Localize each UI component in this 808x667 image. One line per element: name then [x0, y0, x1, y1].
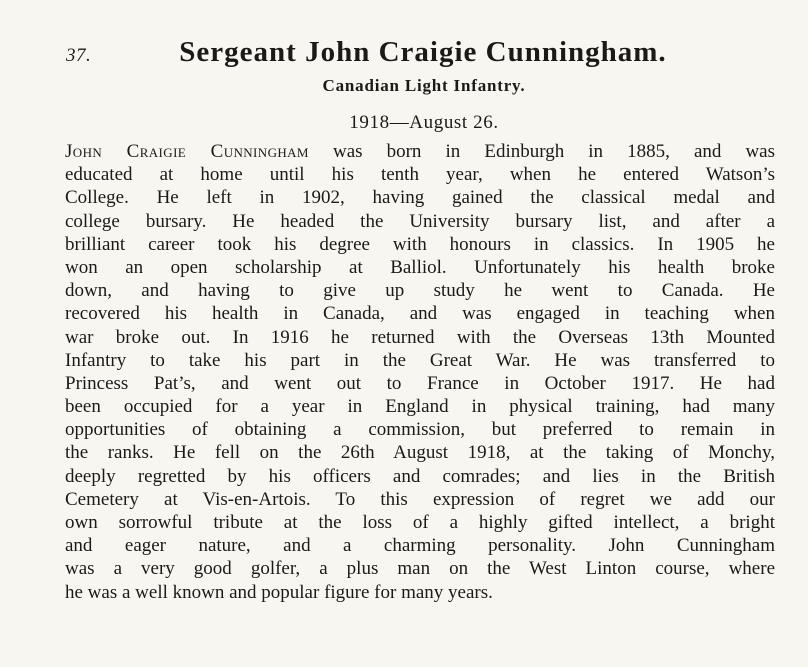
- line-text: was born in Edinburgh in 1885, and was: [308, 141, 775, 162]
- paragraph-line: down, and having to give up study he went to Canada. He: [65, 280, 775, 302]
- paragraph-line: opportunities of obtaining a commission, but preferred to remain in: [65, 419, 775, 441]
- paragraph-line: Cemetery at Vis-en-Artois. To this expression of regret we add our: [65, 488, 775, 510]
- paragraph-line: Princess Pat’s, and went out to France in October 1917. He had: [65, 372, 775, 394]
- paragraph-line: recovered his health in Canada, and was engaged in teaching when: [65, 303, 775, 325]
- subject-name: John Craigie Cunningham: [65, 141, 309, 162]
- paragraph-line: been occupied for a year in England in physical training, had many: [65, 396, 775, 418]
- paragraph-line: Infantry to take his part in the Great War. He was transferred to: [65, 349, 775, 371]
- paragraph-line: educated at home until his tenth year, when he entered Watson’s: [65, 164, 775, 186]
- paragraph-line: and eager nature, and a charming personality. John Cunningham: [65, 535, 775, 557]
- biography-paragraph: [65, 140, 775, 604]
- page-number: 37.: [66, 45, 92, 66]
- paragraph-line: own sorrowful tribute at the loss of a highly gifted intellect, a bright: [65, 512, 775, 533]
- paragraph-line: the ranks. He fell on the 26th August 1918, at the taking of Monchy,: [65, 442, 775, 464]
- entry-title: Sergeant John Craigie Cunningham.: [179, 36, 667, 68]
- paragraph-line: deeply regretted by his officers and comrades; and lies in the British: [65, 465, 775, 487]
- paragraph-line: won an open scholarship at Balliol. Unfortunately his health broke: [65, 256, 775, 278]
- paragraph-line: [65, 140, 775, 163]
- entry-subtitle: Canadian Light Infantry.: [322, 76, 526, 95]
- paragraph-line: college bursary. He headed the University bursary list, and after a: [65, 210, 775, 232]
- entry-date: 1918—August 26.: [349, 112, 499, 133]
- paragraph-line: College. He left in 1902, having gained the classical medal and: [65, 187, 775, 209]
- paragraph-line: was a very good golfer, a plus man on the West Linton course, where: [65, 558, 775, 580]
- paragraph-line: war broke out. In 1916 he returned with the Overseas 13th Mounted: [65, 326, 775, 348]
- paragraph-line: brilliant career took his degree with honours in classics. In 1905 he: [65, 233, 775, 255]
- paragraph-line: he was a well known and popular figure for many years.: [65, 581, 493, 603]
